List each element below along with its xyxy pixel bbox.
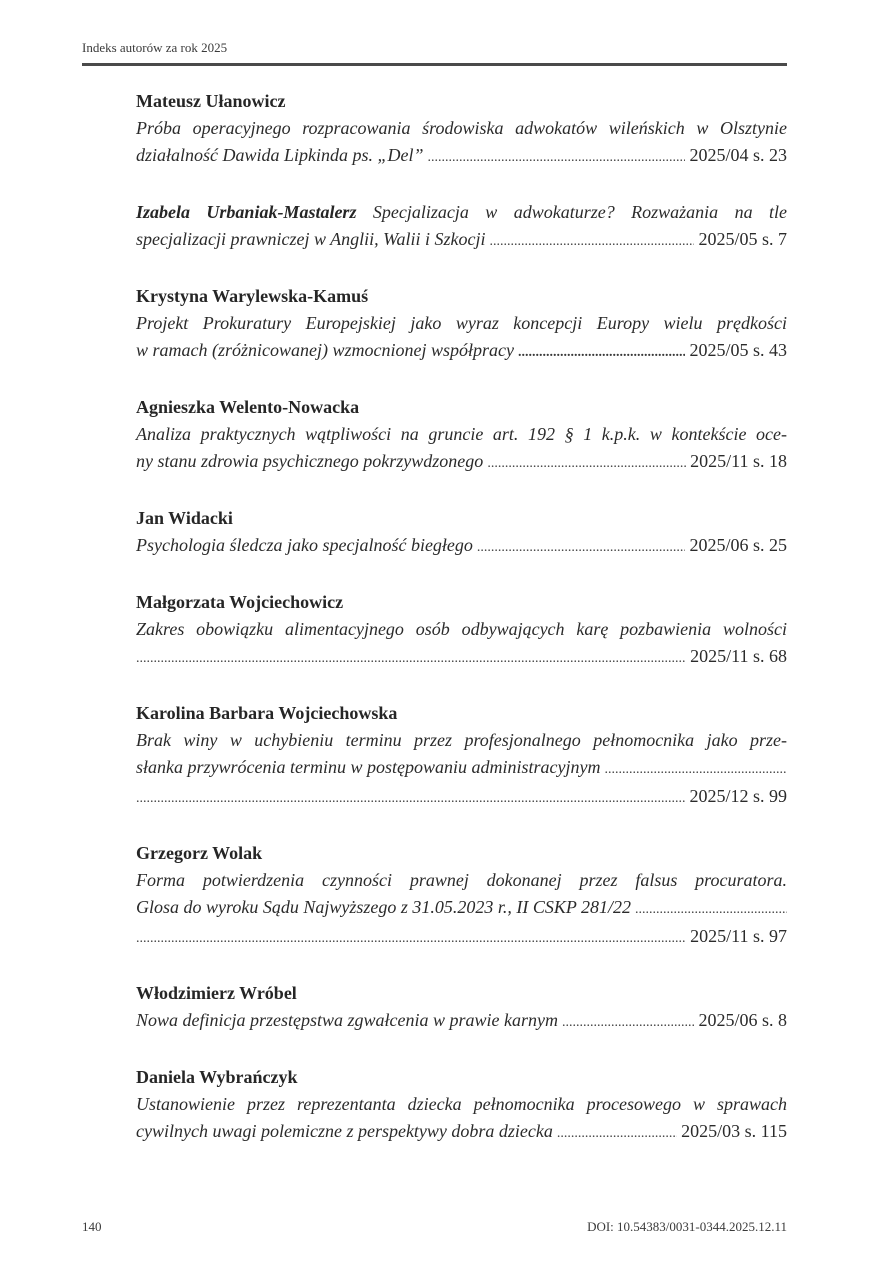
- dot-leader: [428, 144, 686, 171]
- dot-leader: [518, 339, 686, 366]
- index-entry: [136, 980, 787, 1036]
- article-title-text: Glosa do wyroku Sądu Najwyższego z 31.05.2023 r., II CSKP 281/22: [136, 897, 632, 917]
- dot-leader: [604, 756, 787, 783]
- dot-leader: [490, 228, 695, 255]
- article-title-line: Analiza praktycznych wątpliwości na gruncie art. 192 § 1 k.p.k. w kontekście oce-: [136, 424, 787, 444]
- article-title-last-line: [136, 783, 787, 812]
- article-title-text: słanka przywrócenia terminu w postępowaniu administracyjnym: [136, 757, 601, 777]
- dot-leader: [562, 1009, 695, 1036]
- dot-leader: [136, 645, 686, 672]
- article-title-text: Specjalizacja w adwokaturze? Rozważania na tle: [372, 202, 788, 222]
- author-name: Karolina Barbara Wojciechowska: [136, 703, 398, 723]
- article-title-last-line: [136, 643, 787, 672]
- author-name: Mateusz Ułanowicz: [136, 91, 286, 111]
- article-title-last-line: [136, 1118, 787, 1147]
- author-name: Izabela Urbaniak-Mastalerz: [136, 202, 357, 222]
- header-rule: [82, 63, 787, 66]
- issue-page-reference: 2025/05 s. 7: [698, 229, 787, 249]
- article-title-line: Próba operacyjnego rozpracowania środowiska adwokatów wileńskich w Olsztynie: [136, 118, 787, 138]
- article-title-middle-line: [136, 894, 787, 923]
- issue-page-reference: 2025/06 s. 8: [698, 1010, 787, 1030]
- index-entry: [136, 88, 787, 171]
- index-entry: [136, 700, 787, 812]
- article-title-line: Zakres obowiązku alimentacyjnego osób odbywających karę pozbawienia wolności: [136, 619, 787, 639]
- issue-page-reference: 2025/12 s. 99: [689, 786, 787, 806]
- issue-page-reference: 2025/11 s. 18: [690, 451, 787, 471]
- article-title-last-line: [136, 1007, 787, 1036]
- index-entry: [136, 394, 787, 477]
- author-name: Krystyna Warylewska-Kamuś: [136, 286, 369, 306]
- dot-leader: [487, 450, 686, 477]
- author-and-title-line: [136, 199, 787, 226]
- article-title-line: Brak winy w uchybieniu terminu przez profesjonalnego pełnomocnika jako prze-: [136, 730, 787, 750]
- article-title-text: ny stanu zdrowia psychicznego pokrzywdzonego: [136, 451, 484, 471]
- article-title-text: Nowa definicja przestępstwa zgwałcenia w prawie karnym: [136, 1010, 558, 1030]
- issue-page-reference: 2025/03 s. 115: [681, 1121, 787, 1141]
- article-title-text: w ramach (zróżnicowanej) wzmocnionej współpracy: [136, 340, 514, 360]
- article-title-last-line: [136, 923, 787, 952]
- index-entry: [136, 1064, 787, 1147]
- author-name: Małgorzata Wojciechowicz: [136, 592, 344, 612]
- article-title-last-line: [136, 448, 787, 477]
- index-entry: [136, 840, 787, 952]
- article-title-middle-line: [136, 754, 787, 783]
- author-name: Jan Widacki: [136, 508, 233, 528]
- author-name: Włodzimierz Wróbel: [136, 983, 297, 1003]
- article-title-line: Ustanowienie przez reprezentanta dziecka pełnomocnika procesowego w sprawach: [136, 1094, 787, 1114]
- article-title-text: działalność Dawida Lipkinda ps. „Del”: [136, 145, 424, 165]
- article-title-last-line: [136, 337, 787, 366]
- article-title-text: Psychologia śledcza jako specjalność biegłego: [136, 535, 473, 555]
- page-number: 140: [82, 1219, 102, 1234]
- article-title-text: cywilnych uwagi polemiczne z perspektywy dobra dziecka: [136, 1121, 553, 1141]
- issue-page-reference: 2025/06 s. 25: [689, 535, 787, 555]
- dot-leader: [557, 1120, 677, 1147]
- article-title-text: specjalizacji prawniczej w Anglii, Walii i Szkocji: [136, 229, 486, 249]
- index-entry: [136, 283, 787, 366]
- article-title-last-line: [136, 142, 787, 171]
- index-entry: [136, 199, 787, 255]
- issue-page-reference: 2025/04 s. 23: [689, 145, 787, 165]
- issue-page-reference: 2025/05 s. 43: [689, 340, 787, 360]
- article-title-line: Forma potwierdzenia czynności prawnej dokonanej przez falsus procuratora.: [136, 870, 787, 890]
- index-entry: [136, 589, 787, 672]
- index-entry: [136, 505, 787, 561]
- author-name: Daniela Wybrańczyk: [136, 1067, 298, 1087]
- dot-leader: [136, 785, 685, 812]
- article-title-last-line: [136, 532, 787, 561]
- author-name: Agnieszka Welento-Nowacka: [136, 397, 360, 417]
- issue-page-reference: 2025/11 s. 97: [690, 926, 787, 946]
- author-index-list: [136, 88, 787, 1175]
- article-title-last-line: [136, 226, 787, 255]
- dot-leader: [136, 925, 686, 952]
- running-header-title: Indeks autorów za rok 2025: [82, 40, 228, 55]
- author-name: Grzegorz Wolak: [136, 843, 263, 863]
- dot-leader: [477, 534, 686, 561]
- dot-leader: [635, 896, 787, 923]
- article-title-line: Projekt Prokuratury Europejskiej jako wyraz koncepcji Europy wielu prędkości: [136, 313, 787, 333]
- doi-reference: DOI: 10.54383/0031-0344.2025.12.11: [587, 1219, 787, 1234]
- issue-page-reference: 2025/11 s. 68: [690, 646, 787, 666]
